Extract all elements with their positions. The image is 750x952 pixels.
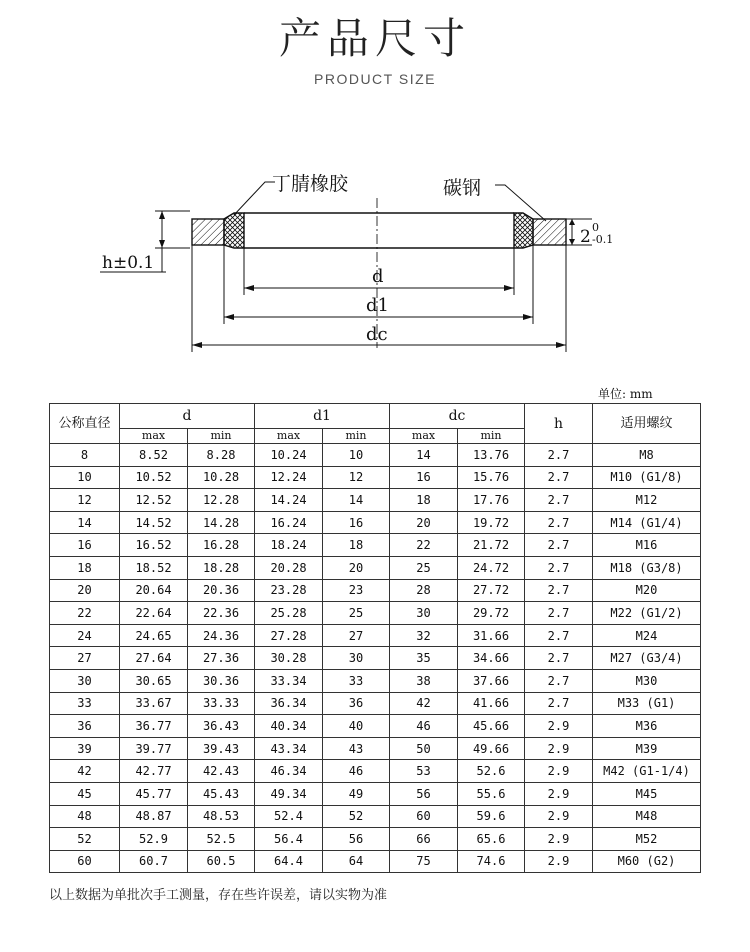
dc-min-header: min xyxy=(458,429,525,444)
cell-d1-min: 23 xyxy=(323,579,390,602)
h-header: h xyxy=(525,404,593,444)
cell-d-min: 24.36 xyxy=(188,624,255,647)
cell-h: 2.9 xyxy=(525,850,593,873)
cell-h: 2.9 xyxy=(525,760,593,783)
cell-d-max: 48.87 xyxy=(120,805,188,828)
page-subtitle: PRODUCT SIZE xyxy=(314,71,436,87)
cell-d1-max: 20.28 xyxy=(255,556,323,579)
cell-d-min: 16.28 xyxy=(188,534,255,557)
cell-d1-max: 33.34 xyxy=(255,669,323,692)
table-row xyxy=(50,511,701,534)
cell-d-max: 27.64 xyxy=(120,647,188,670)
cell-d-min: 8.28 xyxy=(188,444,255,467)
cell-d-max: 22.64 xyxy=(120,602,188,625)
cell-d1-max: 14.24 xyxy=(255,489,323,512)
cell-d-max: 12.52 xyxy=(120,489,188,512)
cell-thread: M10 (G1/8) xyxy=(593,466,701,489)
footer-note: 以上数据为单批次手工测量，存在些许误差，请以实物为准 xyxy=(49,888,388,903)
cell-d-min: 20.36 xyxy=(188,579,255,602)
cell-d1-max: 30.28 xyxy=(255,647,323,670)
table-row xyxy=(50,715,701,738)
cell-nominal: 14 xyxy=(50,511,120,534)
cell-d-max: 30.65 xyxy=(120,669,188,692)
nominal-diameter-header: 公称直径 xyxy=(50,404,120,444)
steel-label: 碳钢 xyxy=(443,177,482,199)
d-dimension-label: d xyxy=(372,266,384,287)
cell-dc-min: 59.6 xyxy=(458,805,525,828)
cell-h: 2.7 xyxy=(525,624,593,647)
cell-dc-max: 20 xyxy=(390,511,458,534)
cell-d1-max: 46.34 xyxy=(255,760,323,783)
cell-d1-max: 56.4 xyxy=(255,828,323,851)
cell-d1-min: 56 xyxy=(323,828,390,851)
table-row xyxy=(50,534,701,557)
cell-dc-min: 15.76 xyxy=(458,466,525,489)
cell-d-min: 42.43 xyxy=(188,760,255,783)
cell-dc-max: 46 xyxy=(390,715,458,738)
cell-dc-min: 19.72 xyxy=(458,511,525,534)
cell-dc-min: 29.72 xyxy=(458,602,525,625)
cell-nominal: 48 xyxy=(50,805,120,828)
right-steel-section xyxy=(533,219,566,245)
cell-h: 2.7 xyxy=(525,466,593,489)
cell-d1-min: 64 xyxy=(323,850,390,873)
cell-dc-max: 60 xyxy=(390,805,458,828)
cell-d1-min: 18 xyxy=(323,534,390,557)
cell-h: 2.7 xyxy=(525,444,593,467)
size-spec-table xyxy=(49,403,701,873)
dc-header: dc xyxy=(390,404,525,429)
cell-d1-min: 43 xyxy=(323,737,390,760)
cell-d1-max: 25.28 xyxy=(255,602,323,625)
d1-min-header: min xyxy=(323,429,390,444)
cell-dc-min: 52.6 xyxy=(458,760,525,783)
table-row xyxy=(50,444,701,467)
cell-dc-max: 66 xyxy=(390,828,458,851)
cell-d1-max: 49.34 xyxy=(255,782,323,805)
cell-d-max: 18.52 xyxy=(120,556,188,579)
cell-nominal: 16 xyxy=(50,534,120,557)
cell-d-min: 48.53 xyxy=(188,805,255,828)
cell-dc-min: 21.72 xyxy=(458,534,525,557)
table-row xyxy=(50,602,701,625)
table-row xyxy=(50,669,701,692)
cell-d-max: 14.52 xyxy=(120,511,188,534)
cell-nominal: 12 xyxy=(50,489,120,512)
cell-dc-min: 55.6 xyxy=(458,782,525,805)
thread-header: 适用螺纹 xyxy=(593,404,701,444)
dc-max-header: max xyxy=(390,429,458,444)
cell-d-max: 24.65 xyxy=(120,624,188,647)
cell-d1-min: 14 xyxy=(323,489,390,512)
cell-d1-max: 16.24 xyxy=(255,511,323,534)
cell-nominal: 45 xyxy=(50,782,120,805)
cell-dc-min: 27.72 xyxy=(458,579,525,602)
cell-nominal: 42 xyxy=(50,760,120,783)
cell-dc-min: 31.66 xyxy=(458,624,525,647)
cell-d1-min: 33 xyxy=(323,669,390,692)
cell-thread: M24 xyxy=(593,624,701,647)
size-spec-table-body xyxy=(50,444,701,873)
cell-d-min: 30.36 xyxy=(188,669,255,692)
cell-nominal: 10 xyxy=(50,466,120,489)
d1-dimension-label: d1 xyxy=(366,295,389,316)
table-row xyxy=(50,760,701,783)
cell-dc-min: 37.66 xyxy=(458,669,525,692)
cell-d-min: 12.28 xyxy=(188,489,255,512)
table-row xyxy=(50,737,701,760)
cell-d1-max: 52.4 xyxy=(255,805,323,828)
cell-d-min: 10.28 xyxy=(188,466,255,489)
cell-dc-max: 22 xyxy=(390,534,458,557)
cell-dc-min: 41.66 xyxy=(458,692,525,715)
cell-d-min: 27.36 xyxy=(188,647,255,670)
cell-dc-min: 17.76 xyxy=(458,489,525,512)
cell-thread: M39 xyxy=(593,737,701,760)
table-row xyxy=(50,828,701,851)
cell-nominal: 39 xyxy=(50,737,120,760)
cell-d-max: 36.77 xyxy=(120,715,188,738)
cell-nominal: 24 xyxy=(50,624,120,647)
cell-dc-min: 13.76 xyxy=(458,444,525,467)
cell-h: 2.9 xyxy=(525,715,593,738)
cell-thread: M33 (G1) xyxy=(593,692,701,715)
cell-d-max: 10.52 xyxy=(120,466,188,489)
cell-d1-min: 20 xyxy=(323,556,390,579)
cell-dc-max: 56 xyxy=(390,782,458,805)
cell-nominal: 27 xyxy=(50,647,120,670)
cell-dc-max: 42 xyxy=(390,692,458,715)
cell-d-max: 8.52 xyxy=(120,444,188,467)
cell-h: 2.9 xyxy=(525,782,593,805)
cell-d1-max: 36.34 xyxy=(255,692,323,715)
cell-dc-max: 38 xyxy=(390,669,458,692)
cell-d-min: 45.43 xyxy=(188,782,255,805)
thickness-tol-upper: 0 xyxy=(592,221,599,234)
cell-dc-max: 28 xyxy=(390,579,458,602)
page-title: 产品尺寸 xyxy=(278,14,471,63)
cell-d1-min: 27 xyxy=(323,624,390,647)
cell-d1-max: 43.34 xyxy=(255,737,323,760)
cell-h: 2.7 xyxy=(525,489,593,512)
cell-nominal: 52 xyxy=(50,828,120,851)
cell-h: 2.7 xyxy=(525,511,593,534)
table-row xyxy=(50,489,701,512)
left-rubber-section xyxy=(224,213,244,248)
cell-thread: M12 xyxy=(593,489,701,512)
cell-nominal: 20 xyxy=(50,579,120,602)
cell-thread: M16 xyxy=(593,534,701,557)
cell-dc-max: 25 xyxy=(390,556,458,579)
cell-nominal: 18 xyxy=(50,556,120,579)
cell-thread: M22 (G1/2) xyxy=(593,602,701,625)
cell-d-max: 45.77 xyxy=(120,782,188,805)
cell-dc-max: 30 xyxy=(390,602,458,625)
cell-d-min: 14.28 xyxy=(188,511,255,534)
cell-thread: M14 (G1/4) xyxy=(593,511,701,534)
cell-h: 2.7 xyxy=(525,692,593,715)
cell-h: 2.9 xyxy=(525,737,593,760)
cell-d1-max: 10.24 xyxy=(255,444,323,467)
table-row xyxy=(50,647,701,670)
cell-nominal: 8 xyxy=(50,444,120,467)
cell-d-min: 39.43 xyxy=(188,737,255,760)
cell-dc-min: 65.6 xyxy=(458,828,525,851)
d1-header: d1 xyxy=(255,404,390,429)
cell-d1-min: 30 xyxy=(323,647,390,670)
cell-dc-min: 45.66 xyxy=(458,715,525,738)
cell-thread: M27 (G3/4) xyxy=(593,647,701,670)
cell-dc-min: 34.66 xyxy=(458,647,525,670)
cell-h: 2.7 xyxy=(525,556,593,579)
table-row xyxy=(50,579,701,602)
cell-d1-min: 36 xyxy=(323,692,390,715)
table-row xyxy=(50,466,701,489)
cell-thread: M30 xyxy=(593,669,701,692)
cell-dc-min: 24.72 xyxy=(458,556,525,579)
cell-dc-max: 50 xyxy=(390,737,458,760)
cell-dc-max: 75 xyxy=(390,850,458,873)
cell-d1-max: 18.24 xyxy=(255,534,323,557)
cell-nominal: 22 xyxy=(50,602,120,625)
cell-thread: M8 xyxy=(593,444,701,467)
cell-d-max: 39.77 xyxy=(120,737,188,760)
cell-thread: M20 xyxy=(593,579,701,602)
cell-nominal: 33 xyxy=(50,692,120,715)
table-row xyxy=(50,850,701,873)
cell-dc-max: 32 xyxy=(390,624,458,647)
table-row xyxy=(50,692,701,715)
cell-d1-max: 40.34 xyxy=(255,715,323,738)
cell-d1-min: 46 xyxy=(323,760,390,783)
cell-d-max: 60.7 xyxy=(120,850,188,873)
cell-thread: M48 xyxy=(593,805,701,828)
cell-d-min: 60.5 xyxy=(188,850,255,873)
cell-d1-min: 40 xyxy=(323,715,390,738)
cell-d1-min: 52 xyxy=(323,805,390,828)
washer-cross-section-diagram xyxy=(0,150,750,360)
cell-thread: M36 xyxy=(593,715,701,738)
h-dimension-label: h±0.1 xyxy=(102,253,155,273)
d-header: d xyxy=(120,404,255,429)
table-row xyxy=(50,782,701,805)
cell-d1-min: 25 xyxy=(323,602,390,625)
cell-d-min: 33.33 xyxy=(188,692,255,715)
cell-thread: M52 xyxy=(593,828,701,851)
cell-dc-max: 53 xyxy=(390,760,458,783)
cell-nominal: 60 xyxy=(50,850,120,873)
rubber-label: 丁腈橡胶 xyxy=(272,173,349,195)
cell-h: 2.9 xyxy=(525,805,593,828)
cell-nominal: 30 xyxy=(50,669,120,692)
cell-thread: M60 (G2) xyxy=(593,850,701,873)
cell-d-min: 18.28 xyxy=(188,556,255,579)
cell-h: 2.7 xyxy=(525,669,593,692)
cell-d1-min: 10 xyxy=(323,444,390,467)
d-min-header: min xyxy=(188,429,255,444)
thickness-label: 2 xyxy=(580,227,591,247)
rubber-leader-line xyxy=(234,182,275,215)
thickness-tol-lower: -0.1 xyxy=(592,233,614,246)
cell-thread: M18 (G3/8) xyxy=(593,556,701,579)
cell-d-min: 36.43 xyxy=(188,715,255,738)
cell-d-min: 52.5 xyxy=(188,828,255,851)
unit-label: 单位: mm xyxy=(598,387,653,401)
cell-d-max: 52.9 xyxy=(120,828,188,851)
right-rubber-section xyxy=(514,213,533,248)
cell-thread: M42 (G1-1/4) xyxy=(593,760,701,783)
cell-h: 2.9 xyxy=(525,828,593,851)
cell-dc-min: 74.6 xyxy=(458,850,525,873)
dc-dimension-label: dc xyxy=(366,324,388,345)
left-steel-section xyxy=(192,219,224,245)
table-row xyxy=(50,805,701,828)
table-row xyxy=(50,556,701,579)
cell-d-max: 16.52 xyxy=(120,534,188,557)
d1-max-header: max xyxy=(255,429,323,444)
cell-h: 2.7 xyxy=(525,647,593,670)
cell-dc-max: 16 xyxy=(390,466,458,489)
cell-d1-max: 23.28 xyxy=(255,579,323,602)
cell-d1-max: 12.24 xyxy=(255,466,323,489)
cell-d1-min: 16 xyxy=(323,511,390,534)
cell-d1-max: 27.28 xyxy=(255,624,323,647)
cell-d-max: 33.67 xyxy=(120,692,188,715)
cell-nominal: 36 xyxy=(50,715,120,738)
cell-dc-max: 14 xyxy=(390,444,458,467)
cell-h: 2.7 xyxy=(525,534,593,557)
cell-d-max: 20.64 xyxy=(120,579,188,602)
cell-h: 2.7 xyxy=(525,602,593,625)
cell-h: 2.7 xyxy=(525,579,593,602)
cell-d-max: 42.77 xyxy=(120,760,188,783)
cell-d-min: 22.36 xyxy=(188,602,255,625)
table-row xyxy=(50,624,701,647)
d-max-header: max xyxy=(120,429,188,444)
cell-dc-max: 18 xyxy=(390,489,458,512)
cell-thread: M45 xyxy=(593,782,701,805)
cell-d1-min: 12 xyxy=(323,466,390,489)
cell-d1-min: 49 xyxy=(323,782,390,805)
cell-dc-min: 49.66 xyxy=(458,737,525,760)
cell-dc-max: 35 xyxy=(390,647,458,670)
cell-d1-max: 64.4 xyxy=(255,850,323,873)
